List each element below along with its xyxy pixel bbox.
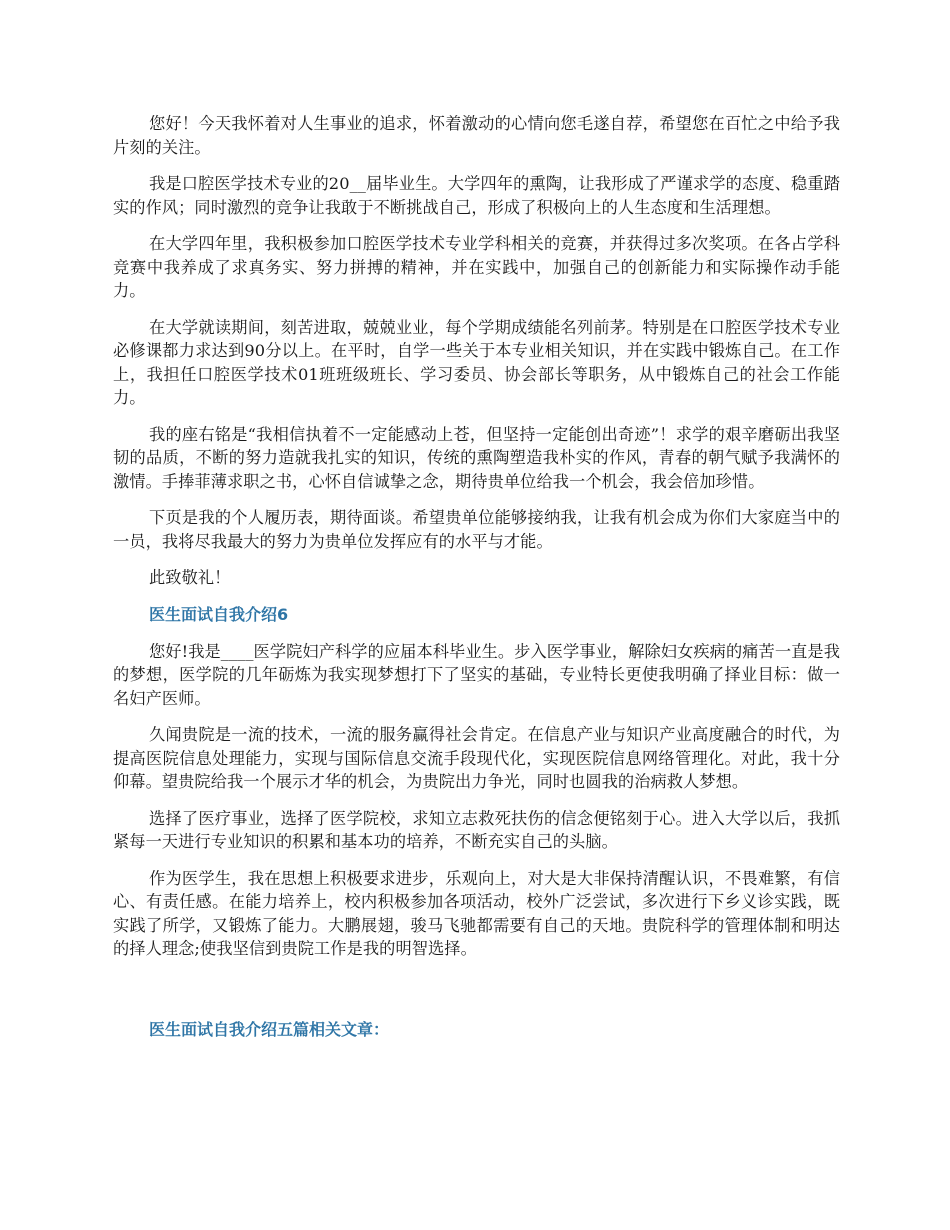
paragraph: 我是口腔医学技术专业的20__届毕业生。大学四年的熏陶，让我形成了严谨求学的态度、稳重踏实的作风；同时激烈的竞争让我敢于不断挑战自己，形成了积极向上的人生态度和生活理想。 xyxy=(113,174,840,217)
section-heading: 医生面试自我介绍6 xyxy=(149,604,289,624)
paragraph: 在大学就读期间，刻苦进取，兢兢业业，每个学期成绩能名列前茅。特别是在口腔医学技术专业必修课都力求达到90分以上。在平时，自学一些关于本专业相关知识，并在实践中锻炼自己。在工作上，我担任口腔医学技术01班班级班长、学习委员、协会部长等职务，从中锻炼自己的社会工作能力。 xyxy=(113,317,840,407)
spacer xyxy=(113,974,840,1018)
paragraph: 作为医学生，我在思想上积极要求进步，乐观向上，对大是大非保持清醒认识，不畏难繁，有信心、有责任感。在能力培养上，校内积极参加各项活动，校外广泛尝试，多次进行下乡义诊实践，既实践了所学，又锻炼了能力。大鹏展翅，骏马飞驰都需要有自己的天地。贵院科学的管理体制和明达的择人理念;使我坚信到贵院工作是我的明智选择。 xyxy=(113,868,840,958)
related-articles-heading: 医生面试自我介绍五篇相关文章： xyxy=(149,1019,390,1039)
document-page xyxy=(113,112,840,1055)
closing-salutation: 此致敬礼！ xyxy=(149,568,231,587)
paragraph: 久闻贵院是一流的技术，一流的服务赢得社会肯定。在信息产业与知识产业高度融合的时代，为提高医院信息处理能力，实现与国际信息交流手段现代化，实现医院信息网络管理化。对此，我十分仰幕。望贵院给我一个展示才华的机会，为贵院出力争光，同时也圆我的治病救人梦想。 xyxy=(113,725,840,791)
paragraph: 您好！今天我怀着对人生事业的追求，怀着激动的心情向您毛遂自荐，希望您在百忙之中给予我片刻的关注。 xyxy=(113,114,840,157)
paragraph: 选择了医疗事业，选择了医学院校，求知立志救死扶伤的信念便铭刻于心。进入大学以后，我抓紧每一天进行专业知识的积累和基本功的培养，不断充实自己的头脑。 xyxy=(113,808,840,851)
paragraph: 您好!我是____医学院妇产科学的应届本科毕业生。步入医学事业，解除妇女疾病的痛苦一直是我的梦想，医学院的几年砺炼为我实现梦想打下了坚实的基础，专业特长更使我明确了择业目标：做一名妇产医师。 xyxy=(113,641,840,708)
paragraph: 在大学四年里，我积极参加口腔医学技术专业学科相关的竞赛，并获得过多次奖项。在各占学科竞赛中我养成了求真务实、努力拼搏的精神，并在实践中，加强自己的创新能力和实际操作动手能力。 xyxy=(113,234,840,300)
paragraph: 下页是我的个人履历表，期待面谈。希望贵单位能够接纳我，让我有机会成为你们大家庭当中的一员，我将尽我最大的努力为贵单位发挥应有的水平与才能。 xyxy=(113,508,840,551)
paragraph: 我的座右铭是“我相信执着不一定能感动上苍，但坚持一定能创出奇迹”！求学的艰辛磨砺出我坚韧的品质，不断的努力造就我扎实的知识，传统的熏陶塑造我朴实的作风，青春的朝气赋予我满怀的激情。手捧菲薄求职之书，心怀自信诚挚之念，期待贵单位给我一个机会，我会倍加珍惜。 xyxy=(113,424,840,491)
